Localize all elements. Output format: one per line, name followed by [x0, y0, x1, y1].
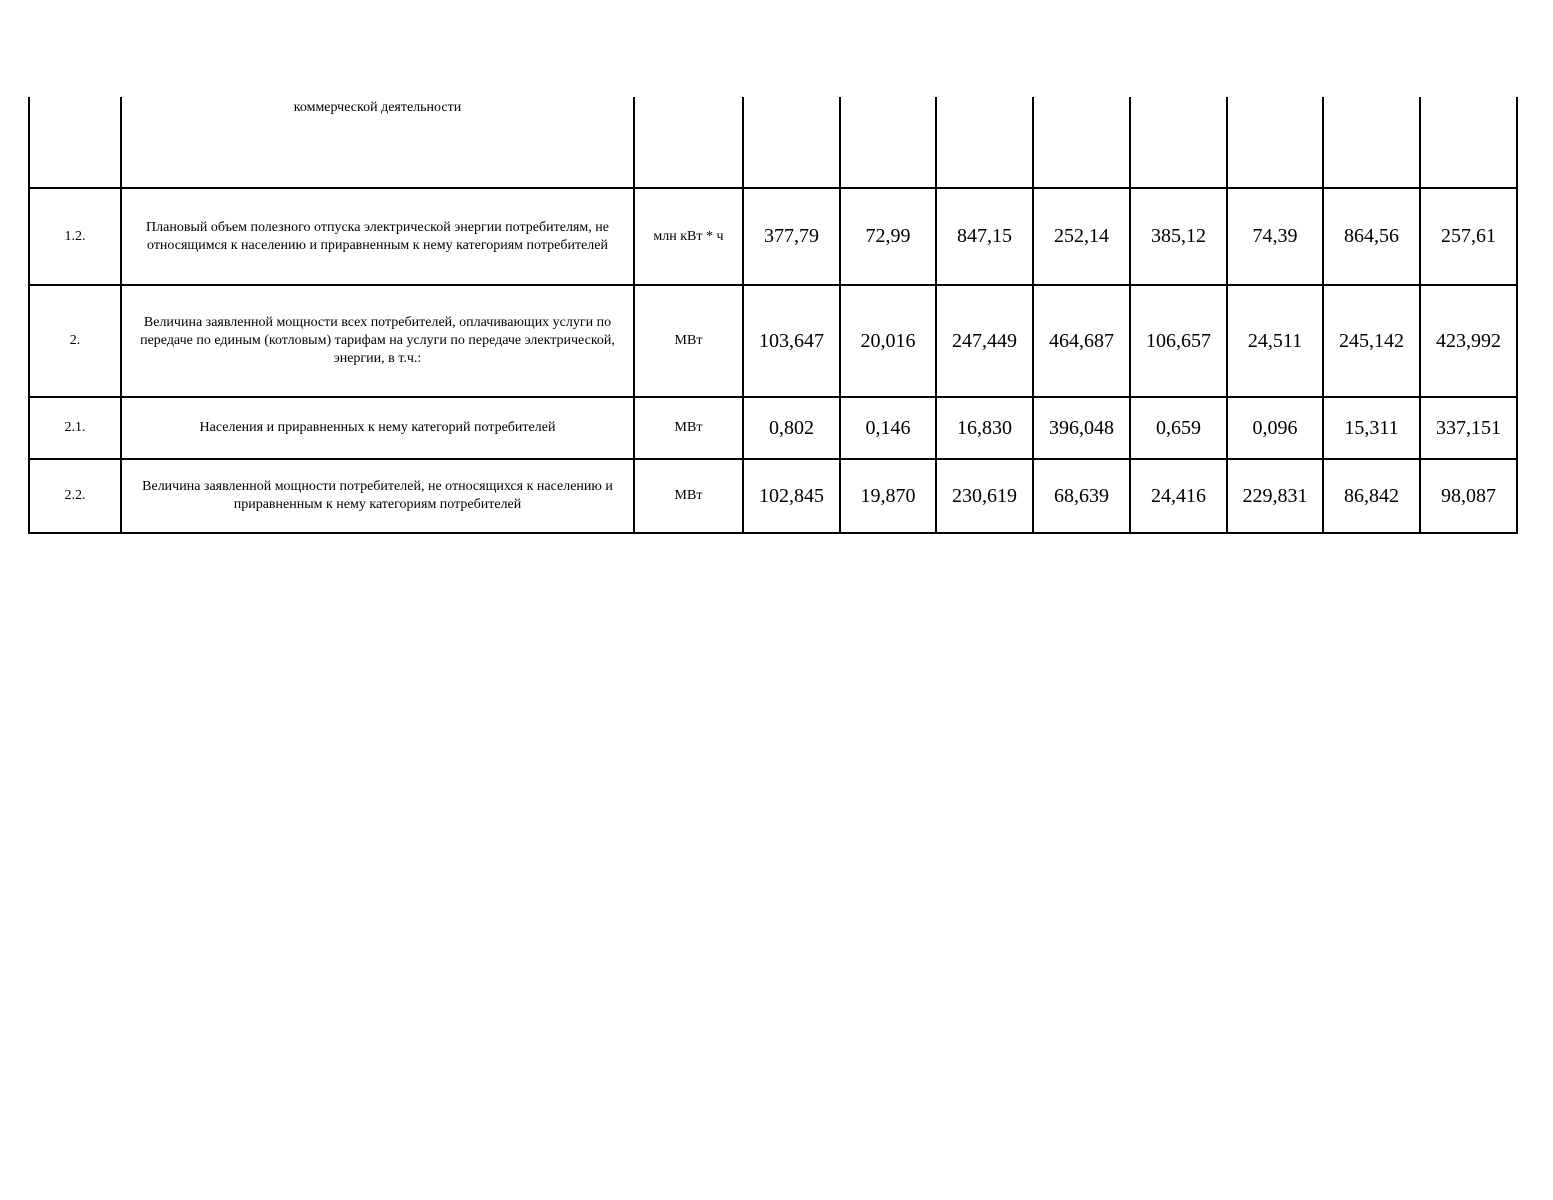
- value-cell: 106,657: [1130, 285, 1227, 397]
- row-number: [29, 97, 121, 188]
- row-unit: [634, 97, 743, 188]
- row-number: 2.1.: [29, 397, 121, 459]
- value-cell: 0,659: [1130, 397, 1227, 459]
- value-cell: 337,151: [1420, 397, 1517, 459]
- value-cell: [1033, 97, 1130, 188]
- value-cell: 72,99: [840, 188, 936, 285]
- table-row: [29, 459, 1517, 533]
- value-cell: 229,831: [1227, 459, 1323, 533]
- value-cell: 385,12: [1130, 188, 1227, 285]
- row-unit: млн кВт * ч: [634, 188, 743, 285]
- value-cell: 257,61: [1420, 188, 1517, 285]
- table-row-continuation: [29, 97, 1517, 188]
- value-cell: [840, 97, 936, 188]
- row-description-text: коммерческой деятельности: [293, 100, 462, 115]
- value-cell: 847,15: [936, 188, 1033, 285]
- row-number: 2.: [29, 285, 121, 397]
- value-cell: 86,842: [1323, 459, 1420, 533]
- value-cell: 864,56: [1323, 188, 1420, 285]
- value-cell: 0,146: [840, 397, 936, 459]
- value-cell: [1420, 97, 1517, 188]
- row-unit: МВт: [634, 397, 743, 459]
- value-cell: 377,79: [743, 188, 840, 285]
- value-cell: 464,687: [1033, 285, 1130, 397]
- table-row: [29, 188, 1517, 285]
- value-cell: 24,511: [1227, 285, 1323, 397]
- row-description: [121, 97, 634, 188]
- value-cell: [936, 97, 1033, 188]
- value-cell: 245,142: [1323, 285, 1420, 397]
- value-cell: 15,311: [1323, 397, 1420, 459]
- value-cell: 74,39: [1227, 188, 1323, 285]
- value-cell: 247,449: [936, 285, 1033, 397]
- value-cell: 24,416: [1130, 459, 1227, 533]
- row-number: 1.2.: [29, 188, 121, 285]
- value-cell: 103,647: [743, 285, 840, 397]
- value-cell: 0,802: [743, 397, 840, 459]
- row-description: Плановый объем полезного отпуска электрической энергии потребителям, не относящимся к населению и приравненным к нему категориям потребителей: [121, 188, 634, 285]
- value-cell: [743, 97, 840, 188]
- value-cell: 423,992: [1420, 285, 1517, 397]
- table-row: [29, 397, 1517, 459]
- value-cell: 0,096: [1227, 397, 1323, 459]
- value-cell: [1130, 97, 1227, 188]
- row-description: Величина заявленной мощности всех потребителей, оплачивающих услуги по передаче по единым (котловым) тарифам на услуги по передаче электрической, энергии, в т.ч.:: [121, 285, 634, 397]
- value-cell: [1323, 97, 1420, 188]
- value-cell: 16,830: [936, 397, 1033, 459]
- row-description: Величина заявленной мощности потребителей, не относящихся к населению и приравненным к нему категориям потребителей: [121, 459, 634, 533]
- value-cell: 230,619: [936, 459, 1033, 533]
- value-cell: 98,087: [1420, 459, 1517, 533]
- row-unit: МВт: [634, 285, 743, 397]
- value-cell: 19,870: [840, 459, 936, 533]
- row-number: 2.2.: [29, 459, 121, 533]
- row-unit: МВт: [634, 459, 743, 533]
- value-cell: 252,14: [1033, 188, 1130, 285]
- value-cell: 20,016: [840, 285, 936, 397]
- value-cell: 396,048: [1033, 397, 1130, 459]
- value-cell: 102,845: [743, 459, 840, 533]
- value-cell: 68,639: [1033, 459, 1130, 533]
- value-cell: [1227, 97, 1323, 188]
- row-description: Населения и приравненных к нему категорий потребителей: [121, 397, 634, 459]
- tariff-table: [28, 97, 1518, 534]
- table-row: [29, 285, 1517, 397]
